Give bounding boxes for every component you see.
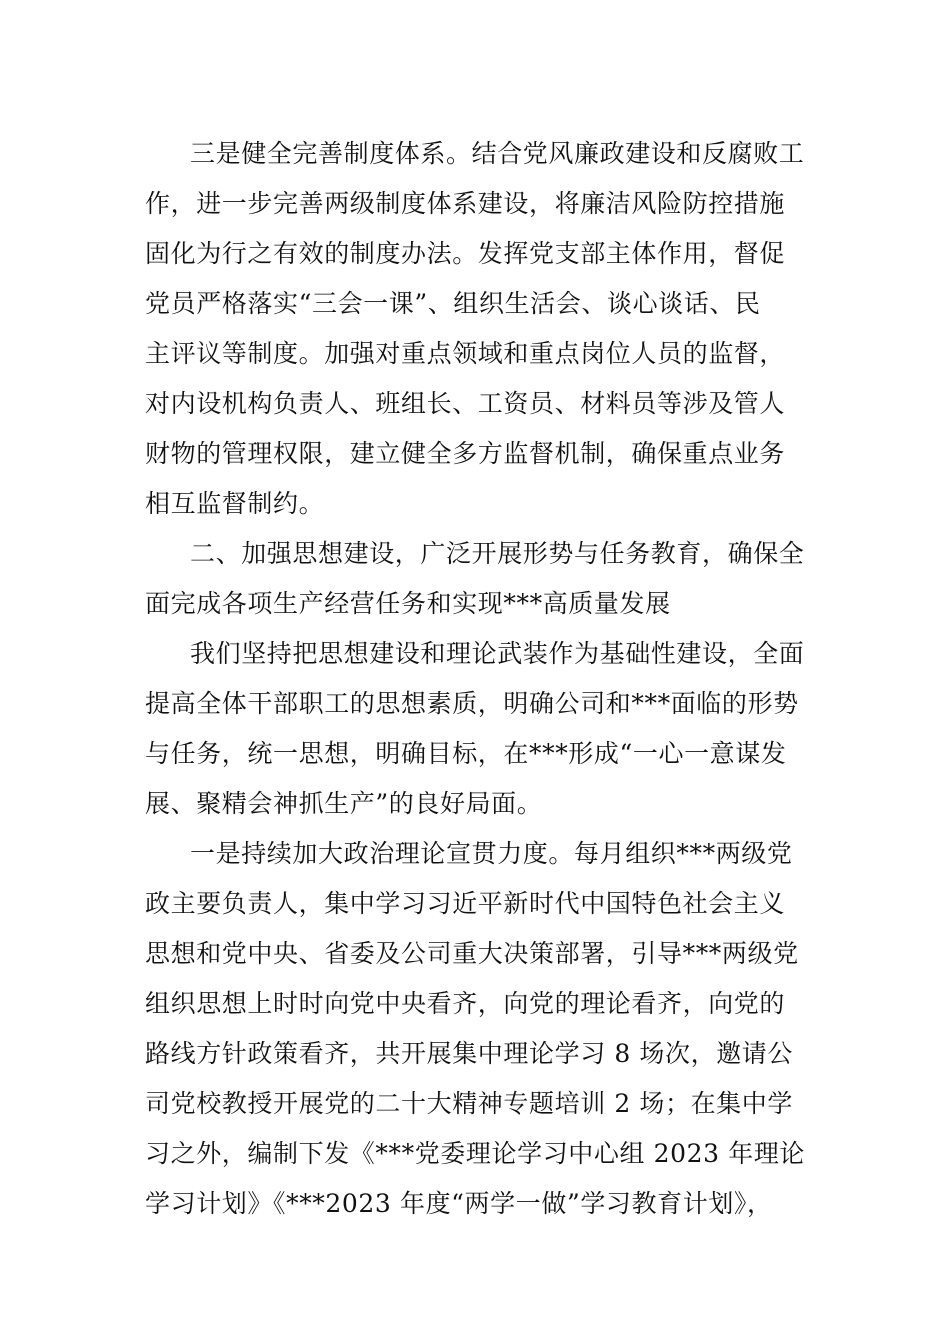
paragraph-1-line-1: 一是持续加大政治理论宣贯力度。每月组织***两级党 [190,839,793,868]
paragraph-1-line-5: 路线方针政策看齐，共开展集中理论学习 8 场次，邀请公 [145,1039,794,1068]
paragraph-3-line-2: 作，进一步完善两级制度体系建设，将廉洁风险防控措施 [145,189,786,218]
paragraph-1-line-3: 思想和党中央、省委及公司重大决策部署，引导***两级党 [145,939,799,968]
paragraph-3-line-5: 主评议等制度。加强对重点领域和重点岗位人员的监督， [145,339,786,368]
paragraph-1-line-7: 习之外，编制下发《***党委理论学习中心组 2023 年理论 [145,1139,806,1168]
paragraph-3-line-1: 三是健全完善制度体系。结合党风廉政建设和反腐败工 [190,139,805,168]
paragraph-3-line-3: 固化为行之有效的制度办法。发挥党支部主体作用，督促 [145,239,786,268]
paragraph-1-line-2: 政主要负责人，集中学习习近平新时代中国特色社会主义 [145,889,786,918]
intro-paragraph-line-3: 与任务，统一思想，明确目标，在***形成“一心一意谋发 [145,739,787,768]
section-heading-line-1: 二、加强思想建设，广泛开展形势与任务教育，确保全 [190,539,805,568]
paragraph-3-line-4: 党员严格落实“三会一课”、组织生活会、谈心谈话、民 [145,289,761,318]
paragraph-1-line-4: 组织思想上时时向党中央看齐，向党的理论看齐，向党的 [145,989,786,1018]
paragraph-3-line-6: 对内设机构负责人、班组长、工资员、材料员等涉及管人 [145,389,786,418]
intro-paragraph-line-4: 展、聚精会神抓生产”的良好局面。 [145,789,543,818]
paragraph-3-line-7: 财物的管理权限，建立健全多方监督机制，确保重点业务 [145,439,786,468]
intro-paragraph-line-1: 我们坚持把思想建设和理论武装作为基础性建设，全面 [190,639,805,668]
section-heading-line-2: 面完成各项生产经营任务和实现***高质量发展 [145,589,671,618]
intro-paragraph-line-2: 提高全体干部职工的思想素质，明确公司和***面临的形势 [145,689,799,718]
paragraph-1-line-6: 司党校教授开展党的二十大精神专题培训 2 场；在集中学 [145,1089,794,1118]
paragraph-3-line-8: 相互监督制约。 [145,489,325,518]
paragraph-1-line-8: 学习计划》《***2023 年度“两学一做”学习教育计划》， [145,1189,773,1218]
